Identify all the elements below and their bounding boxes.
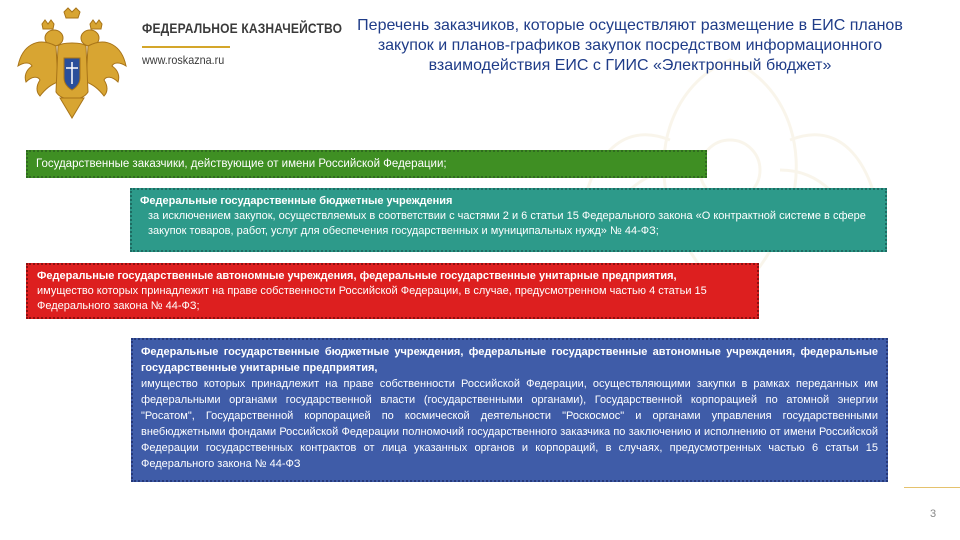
customer-group-1-box xyxy=(26,150,707,178)
double-headed-eagle-emblem-icon xyxy=(12,6,132,124)
brand-name: ФЕДЕРАЛЬНОЕ КАЗНАЧЕЙСТВО xyxy=(142,20,343,36)
customer-group-3-box xyxy=(26,263,759,319)
customer-group-2-text: за исключением закупок, осуществляемых в соответствии с частями 2 и 6 статьи 15 Федерального закона «О контрактной системе в сфере закупок товаров, работ, услуг для обеспечения государственных и муниципальных нужд» № 44-ФЗ; xyxy=(148,210,866,237)
customer-group-3-heading: Федеральные государственные автономные учреждения, федеральные государственные унитарные предприятия, xyxy=(37,270,677,282)
brand-url-link[interactable]: www.roskazna.ru xyxy=(142,53,225,67)
customer-group-4-heading: Федеральные государственные бюджетные учреждения, федеральные государственные автономные учреждения, федеральные государственные унитарные предприятия, xyxy=(141,346,878,374)
customer-group-4-box xyxy=(131,338,888,482)
customer-group-2-heading: Федеральные государственные бюджетные учреждения xyxy=(140,195,453,207)
customer-group-3-text: имущество которых принадлежит на праве собственности Российской Федерации, в случае, предусмотренном частью 4 статьи 15 Федерального закона № 44-ФЗ; xyxy=(37,285,707,312)
footer-divider xyxy=(904,487,960,488)
customer-group-1-text: Государственные заказчики, действующие от имени Российской Федерации; xyxy=(36,158,447,170)
page-number: 3 xyxy=(930,508,937,520)
customer-group-2-box xyxy=(130,188,887,252)
brand-divider xyxy=(142,46,230,48)
customer-group-4-text: имущество которых принадлежит на праве собственности Российской Федерации, осуществляющими закупки в рамках переданных им федеральными органами государственной власти (государственными органами), Государственной корпорацией по атомной энергии "Росатом", Государственной корпорацией по космической деятельности "Роскосмос" и органами управления государственными внебюджетными фондами Российской Федерации полномочий государственного заказчика по заключению и исполнению от имени Российской Федерации государственных контрактов от лица указанных органов и корпораций, в случаях, предусмотренных частью 6 статьи 15 Федерального закона № 44-ФЗ xyxy=(141,378,878,470)
slide-title: Перечень заказчиков, которые осуществляют размещение в ЕИС планов закупок и планов-графиков закупок посредством информационного взаимодействия ЕИС с ГИИС «Электронный бюджет» xyxy=(357,17,903,74)
